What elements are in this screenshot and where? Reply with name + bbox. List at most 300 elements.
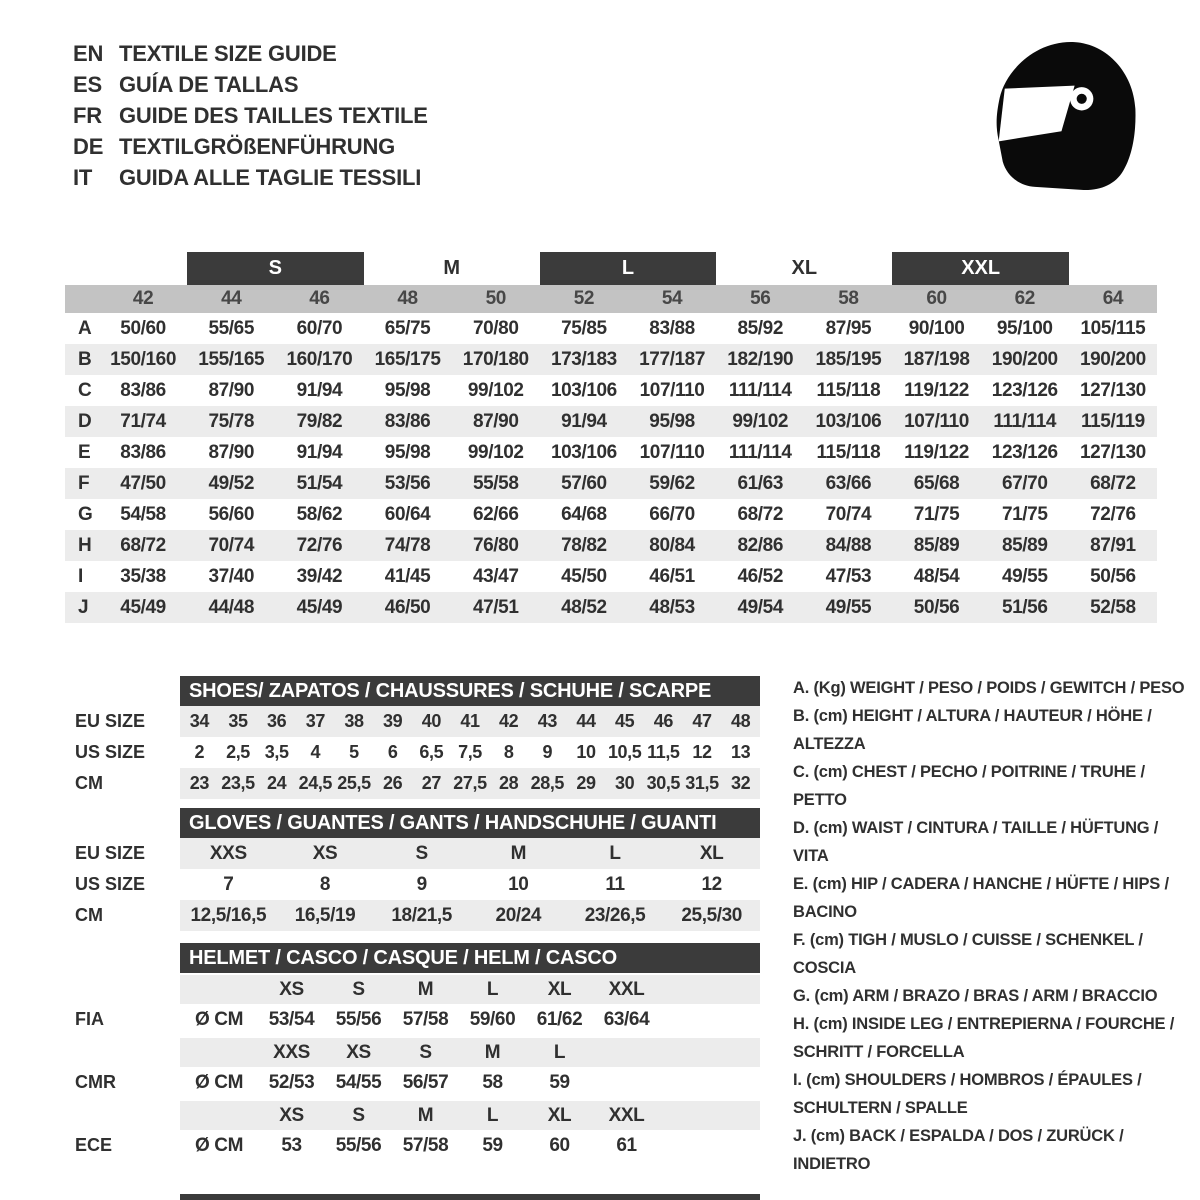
row-key-label: F [78, 472, 90, 494]
size-value: 43 [537, 711, 557, 731]
measurement-value: 58/62 [296, 503, 343, 525]
measurement-value: 50/56 [913, 596, 960, 618]
row-key-label: I [78, 565, 84, 587]
measurement-value: 68/72 [1090, 472, 1136, 494]
spacer-cell [180, 1038, 258, 1067]
size-value: 31,5 [685, 773, 719, 793]
row-header-label: CM [75, 905, 103, 925]
numeric-size-label: 56 [750, 288, 771, 309]
size-value: 40 [421, 711, 441, 731]
table-row [180, 869, 760, 900]
measurement-value: 71/75 [913, 503, 960, 525]
measurement-value: 46/51 [649, 565, 695, 587]
helmet-size-row [180, 1101, 760, 1130]
numeric-size-label: 44 [221, 288, 242, 309]
measurement-value: 67/70 [1001, 472, 1048, 494]
measurement-value: 47/53 [825, 565, 872, 587]
helmet-size-label: M [417, 978, 434, 1000]
measurement-value: 87/90 [208, 441, 255, 463]
measurement-value: 62/66 [472, 503, 519, 525]
language-title: GUIDE DES TAILLES TEXTILE [119, 102, 428, 128]
size-value: 46 [653, 711, 673, 731]
measurement-value: 160/170 [286, 348, 353, 370]
size-value: XS [312, 842, 338, 864]
racing-helmet-icon [982, 34, 1147, 196]
legend-item: H. (cm) INSIDE LEG / ENTREPIERNA / FOURCHE / SCHRITT / FORCELLA [793, 1015, 1175, 1061]
size-value: 23/26,5 [584, 904, 646, 926]
row-key-label: J [78, 596, 89, 618]
helmet-size-label: M [484, 1041, 501, 1063]
standard-label: FIA [75, 1009, 104, 1029]
measurement-value: 111/114 [728, 441, 792, 463]
numeric-size-label: 58 [838, 288, 859, 309]
size-value: 36 [267, 711, 287, 731]
size-value: 3,5 [264, 742, 289, 762]
measurement-value: 127/130 [1079, 441, 1146, 463]
size-value: 28,5 [530, 773, 565, 793]
measurement-value: 87/91 [1090, 534, 1136, 556]
measurement-table [65, 313, 1157, 623]
legend-item: F. (cm) TIGH / MUSLO / CUISSE / SCHENKEL / COSCIA [793, 931, 1143, 977]
row-key-label: A [78, 317, 92, 339]
measurement-value: 37/40 [208, 565, 255, 587]
measurement-value: 74/78 [384, 534, 431, 556]
legend-item: G. (cm) ARM / BRAZO / BRAS / ARM / BRACCIO [793, 987, 1158, 1005]
helmet-size-value: 59 [482, 1134, 503, 1156]
size-value: 29 [576, 773, 596, 793]
helmet-size-value: 54/55 [335, 1071, 382, 1093]
measurement-value: 60/64 [384, 503, 431, 525]
size-value: 26 [383, 773, 403, 793]
legend-item: A. (Kg) WEIGHT / PESO / POIDS / GEWITCH / PESO [793, 679, 1185, 697]
measurement-value: 99/102 [467, 441, 524, 463]
measurement-value: 111/114 [993, 410, 1057, 432]
measurement-value: 51/54 [296, 472, 343, 494]
helmet-size-value: 53/54 [268, 1008, 315, 1030]
numeric-size-label: 62 [1014, 288, 1035, 309]
helmet-size-label: L [486, 1104, 499, 1126]
measurement-value: 52/58 [1090, 596, 1136, 618]
measurement-value: 107/110 [639, 441, 705, 463]
size-value: 23 [189, 773, 209, 793]
measurement-value: 103/106 [550, 379, 617, 401]
measurement-value: 91/94 [296, 379, 343, 401]
size-value: 11,5 [647, 742, 680, 762]
helmet-size-value: 61 [616, 1134, 637, 1156]
helmet-size-value: 58 [482, 1071, 503, 1093]
measurement-value: 50/56 [1090, 565, 1136, 587]
size-value: 25,5/30 [681, 904, 742, 926]
language-title: TEXTILGRÖßENFÜHRUNG [119, 133, 396, 159]
helmet-value-row [180, 1130, 760, 1161]
helmet-value-row [180, 1067, 760, 1098]
helmet-size-label: XXS [273, 1041, 310, 1063]
row-header-label: US SIZE [75, 874, 146, 894]
size-value: XXS [209, 842, 247, 864]
measurement-value: 53/56 [384, 472, 431, 494]
size-value: 32 [731, 773, 751, 793]
helmet-size-value: 63/64 [603, 1008, 650, 1030]
legend-item: J. (cm) BACK / ESPALDA / DOS / ZURÜCK / INDIETRO [793, 1127, 1124, 1173]
measurement-value: 177/187 [639, 348, 706, 370]
measurement-value: 54/58 [120, 503, 166, 525]
size-value: XL [699, 842, 724, 864]
numeric-size-label: 52 [573, 288, 595, 309]
size-value: 2 [194, 742, 205, 762]
measurement-value: 190/200 [991, 348, 1058, 370]
helmet-size-value: 60 [549, 1134, 570, 1156]
table-row [180, 737, 760, 768]
measurement-value: 173/183 [550, 348, 617, 370]
numeric-size-header-row [65, 285, 1157, 313]
row-key-label: B [78, 348, 92, 370]
measurement-value: 115/118 [816, 441, 881, 463]
size-value: L [609, 842, 621, 864]
helmet-size-label: L [486, 978, 499, 1000]
table-row [180, 768, 760, 799]
numeric-size-label: 46 [309, 288, 330, 309]
helmet-size-value: 55/56 [335, 1008, 382, 1030]
measurement-value: 72/76 [296, 534, 343, 556]
measurement-value: 61/63 [737, 472, 784, 494]
measurement-value: 182/190 [727, 348, 794, 370]
size-value: 24 [267, 773, 287, 793]
row-header-label: EU SIZE [75, 711, 146, 731]
measurement-value: 83/88 [649, 317, 695, 339]
row-key-label: E [78, 441, 91, 463]
size-value: 5 [349, 742, 359, 762]
size-value: 42 [499, 711, 519, 731]
measurement-legend [793, 674, 1195, 1178]
size-value: 6,5 [419, 742, 444, 762]
size-value: 34 [189, 711, 209, 731]
measurement-value: 107/110 [639, 379, 705, 401]
measurement-value: 39/42 [296, 565, 343, 587]
shoes-section-title: SHOES/ ZAPATOS / CHAUSSURES / SCHUHE / SCARPE [180, 676, 760, 706]
helmet-size-label: S [352, 1104, 365, 1126]
language-title: GUIDA ALLE TAGLIE TESSILI [119, 164, 422, 190]
size-group-label: XXL [892, 252, 1068, 285]
measurement-value: 78/82 [561, 534, 607, 556]
row-header-label: US SIZE [75, 742, 146, 762]
gloves-section-title: GLOVES / GUANTES / GANTS / HANDSCHUHE / GUANTI [180, 808, 760, 838]
helmet-size-label: XS [279, 1104, 304, 1126]
standard-label: ECE [75, 1135, 113, 1155]
measurement-value: 49/55 [1001, 565, 1048, 587]
measurement-value: 60/70 [296, 317, 343, 339]
numeric-size-label: 64 [1102, 288, 1124, 309]
size-value: 20/24 [495, 904, 542, 926]
measurement-value: 59/62 [649, 472, 695, 494]
size-group-label: L [540, 252, 716, 285]
table-row [65, 375, 1157, 406]
measurement-value: 79/82 [296, 410, 343, 432]
size-value: 30,5 [646, 773, 681, 793]
size-value: 37 [305, 711, 325, 731]
helmet-size-value: 55/56 [335, 1134, 382, 1156]
helmet-size-value: 59/60 [469, 1008, 516, 1030]
language-line [73, 162, 428, 193]
size-value: 38 [344, 711, 364, 731]
measurement-value: 83/86 [120, 379, 166, 401]
size-group-label: XL [791, 257, 818, 279]
measurement-value: 87/95 [825, 317, 872, 339]
language-line [73, 100, 428, 131]
measurement-value: 165/175 [374, 348, 441, 370]
language-code: FR [73, 102, 102, 128]
helmet-size-row [180, 975, 760, 1004]
size-value: 27,5 [453, 773, 487, 793]
language-code: DE [73, 133, 104, 159]
measurement-value: 123/126 [991, 441, 1058, 463]
measurement-value: 119/122 [904, 441, 969, 463]
measurement-value: 90/100 [908, 317, 965, 339]
helmet-size-label: S [419, 1041, 432, 1063]
helmet-size-label: XXL [608, 978, 645, 1000]
size-value: 10 [508, 873, 529, 895]
table-row [65, 437, 1157, 468]
size-value: 12 [701, 873, 722, 895]
measurement-value: 83/86 [120, 441, 166, 463]
numeric-size-label: 50 [485, 288, 506, 309]
measurement-value: 46/50 [384, 596, 431, 618]
table-row [65, 313, 1157, 344]
row-header-label: CM [75, 773, 103, 793]
helmet-size-row [180, 1038, 760, 1067]
helmet-size-label: XXL [608, 1104, 645, 1126]
measurement-value: 76/80 [472, 534, 519, 556]
size-value: 24,5 [298, 773, 333, 793]
measurement-value: 71/75 [1001, 503, 1048, 525]
legend-item: D. (cm) WAIST / CINTURA / TAILLE / HÜFTUNG / VITA [793, 819, 1159, 865]
measurement-value: 57/60 [561, 472, 607, 494]
row-key-label: G [78, 503, 93, 525]
row-key-label: C [78, 379, 92, 401]
size-value: 9 [542, 742, 553, 762]
diameter-unit-label: Ø CM [194, 1134, 243, 1156]
measurement-value: 91/94 [296, 441, 343, 463]
measurement-value: 48/54 [913, 565, 960, 587]
measurement-value: 190/200 [1079, 348, 1146, 370]
language-titles [73, 38, 428, 193]
measurement-value: 103/106 [550, 441, 617, 463]
helmet-size-label: XL [547, 978, 572, 1000]
size-value: 45 [615, 711, 635, 731]
legend-item: E. (cm) HIP / CADERA / HANCHE / HÜFTE / HIPS / BACINO [793, 875, 1169, 921]
helmet-section-title: HELMET / CASCO / CASQUE / HELM / CASCO [180, 943, 760, 973]
measurement-value: 49/55 [825, 596, 872, 618]
measurement-value: 47/51 [472, 596, 519, 618]
helmet-size-value: 57/58 [402, 1134, 449, 1156]
measurement-value: 87/90 [472, 410, 519, 432]
table-row [180, 706, 760, 737]
size-value: 23,5 [221, 773, 255, 793]
measurement-value: 35/38 [120, 565, 166, 587]
size-value: 25,5 [337, 773, 371, 793]
measurement-value: 115/118 [816, 379, 881, 401]
size-value: 44 [576, 711, 596, 731]
measurement-value: 43/47 [472, 565, 519, 587]
measurement-value: 85/92 [737, 317, 784, 339]
size-value: 41 [460, 711, 480, 731]
helmet-size-label: M [417, 1104, 434, 1126]
size-value: 9 [416, 873, 427, 895]
numeric-size-label: 60 [926, 288, 947, 309]
measurement-value: 64/68 [561, 503, 607, 525]
measurement-value: 66/70 [649, 503, 695, 525]
table-row [65, 561, 1157, 592]
legend-item: C. (cm) CHEST / PECHO / POITRINE / TRUHE / PETTO [793, 763, 1145, 809]
measurement-value: 50/60 [120, 317, 166, 339]
table-row [65, 468, 1157, 499]
size-value: 11 [605, 873, 625, 895]
size-value: 35 [228, 711, 248, 731]
size-value: 6 [387, 742, 398, 762]
measurement-value: 45/50 [561, 565, 607, 587]
measurement-value: 187/198 [903, 348, 970, 370]
table-row [65, 344, 1157, 375]
measurement-value: 85/89 [1001, 534, 1048, 556]
diameter-unit-label: Ø CM [194, 1071, 243, 1093]
measurement-value: 80/84 [649, 534, 695, 556]
measurement-value: 99/102 [732, 410, 789, 432]
helmet-size-value: 61/62 [536, 1008, 583, 1030]
measurement-value: 95/98 [384, 379, 431, 401]
measurement-value: 48/53 [649, 596, 695, 618]
measurement-value: 45/49 [296, 596, 343, 618]
measurement-value: 41/45 [384, 565, 431, 587]
measurement-value: 65/68 [913, 472, 960, 494]
row-key-label: D [78, 410, 92, 432]
measurement-value: 75/85 [561, 317, 607, 339]
size-value: 7,5 [458, 742, 482, 762]
measurement-value: 49/54 [737, 596, 784, 618]
cropped-next-section-bar [180, 1194, 760, 1200]
size-value: 12,5/16,5 [190, 904, 267, 926]
measurement-value: 91/94 [561, 410, 607, 432]
measurement-value: 111/114 [728, 379, 792, 401]
language-line [73, 69, 428, 100]
size-value: 12 [692, 742, 712, 762]
size-value: 30 [615, 773, 635, 793]
measurement-value: 83/86 [384, 410, 431, 432]
measurement-value: 49/52 [208, 472, 255, 494]
legend-item: I. (cm) SHOULDERS / HOMBROS / ÉPAULES / SCHULTERN / SPALLE [793, 1071, 1142, 1117]
measurement-value: 115/119 [1081, 410, 1145, 432]
size-value: 39 [383, 711, 403, 731]
size-value: 13 [731, 742, 751, 762]
size-value: 16,5/19 [294, 904, 356, 926]
size-value: 28 [499, 773, 519, 793]
numeric-size-label: 42 [132, 288, 154, 309]
helmet-size-value: 53 [281, 1134, 302, 1156]
size-group-label: M [443, 257, 460, 279]
measurement-value: 84/88 [825, 534, 872, 556]
measurement-value: 68/72 [737, 503, 784, 525]
measurement-value: 85/89 [913, 534, 960, 556]
size-value: 10,5 [607, 742, 642, 762]
measurement-value: 45/49 [120, 596, 166, 618]
size-value: 27 [421, 773, 441, 793]
language-code: EN [73, 40, 104, 66]
measurement-value: 123/126 [991, 379, 1058, 401]
helmet-size-label: L [553, 1041, 566, 1063]
language-line [73, 131, 428, 162]
measurement-value: 44/48 [208, 596, 255, 618]
spacer-cell [180, 1101, 258, 1130]
measurement-value: 95/98 [649, 410, 695, 432]
spacer-cell [180, 975, 258, 1004]
measurement-value: 87/90 [208, 379, 255, 401]
size-value: 7 [223, 873, 234, 895]
table-row [65, 499, 1157, 530]
measurement-value: 127/130 [1079, 379, 1146, 401]
table-row [180, 900, 760, 931]
measurement-value: 99/102 [467, 379, 524, 401]
numeric-size-label: 54 [661, 288, 683, 309]
language-code: IT [73, 164, 93, 190]
measurement-value: 185/195 [815, 348, 882, 370]
helmet-size-value: 57/58 [402, 1008, 449, 1030]
diameter-unit-label: Ø CM [194, 1008, 243, 1030]
size-value: 10 [576, 742, 596, 762]
standard-label: CMR [75, 1072, 116, 1092]
row-key-label: H [78, 534, 92, 556]
measurement-value: 56/60 [208, 503, 255, 525]
size-value: 18/21,5 [391, 904, 452, 926]
measurement-value: 150/160 [110, 348, 177, 370]
measurement-value: 170/180 [462, 348, 529, 370]
measurement-value: 46/52 [737, 565, 784, 587]
measurement-value: 55/65 [208, 317, 255, 339]
language-code: ES [73, 71, 102, 97]
helmet-value-row [180, 1004, 760, 1035]
size-value: 4 [310, 742, 321, 762]
size-value: S [415, 842, 428, 864]
measurement-value: 47/50 [120, 472, 166, 494]
measurement-value: 51/56 [1001, 596, 1048, 618]
size-value: 48 [731, 711, 751, 731]
measurement-value: 55/58 [472, 472, 519, 494]
measurement-value: 48/52 [561, 596, 607, 618]
size-value: M [510, 842, 527, 864]
helmet-size-label: S [352, 978, 365, 1000]
row-header-label: EU SIZE [75, 843, 146, 863]
size-value: 8 [503, 742, 514, 762]
measurement-value: 103/106 [815, 410, 882, 432]
table-row [65, 406, 1157, 437]
helmet-size-label: XS [346, 1041, 371, 1063]
size-value: 8 [319, 873, 331, 895]
table-row [180, 838, 760, 869]
measurement-value: 65/75 [384, 317, 431, 339]
numeric-size-label: 48 [397, 288, 418, 309]
language-line [73, 38, 428, 69]
measurement-value: 75/78 [208, 410, 255, 432]
size-value: 47 [692, 711, 712, 731]
table-row [65, 592, 1157, 623]
helmet-size-value: 56/57 [402, 1071, 449, 1093]
helmet-size-label: XL [547, 1104, 572, 1126]
measurement-value: 70/80 [472, 317, 519, 339]
helmet-size-value: 52/53 [268, 1071, 315, 1093]
measurement-value: 71/74 [120, 410, 166, 432]
helmet-size-value: 59 [549, 1071, 570, 1093]
measurement-value: 70/74 [208, 534, 255, 556]
language-title: TEXTILE SIZE GUIDE [119, 40, 337, 66]
measurement-value: 105/115 [1080, 317, 1146, 339]
measurement-value: 107/110 [904, 410, 969, 432]
